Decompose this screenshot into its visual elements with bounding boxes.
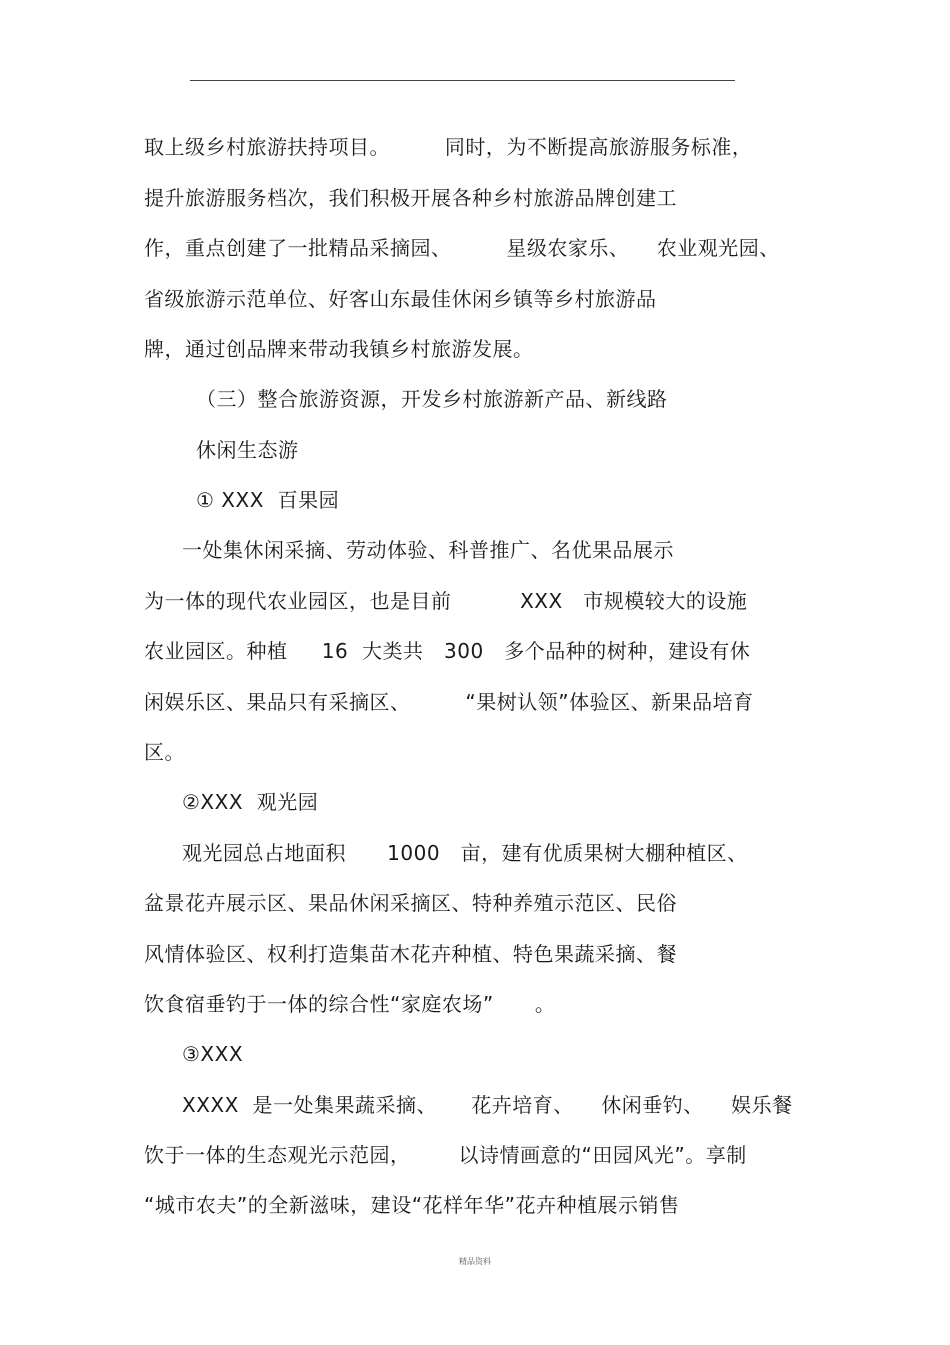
page-footer: 精品资料: [459, 1257, 491, 1266]
subheading: 休闲生态游: [196, 438, 299, 462]
text-line-15: 观光园总占地面积 1000 亩，建有优质果树大棚种植区、: [182, 841, 748, 865]
item-heading-3: ③XXX: [182, 1042, 244, 1066]
text-line-17: 风情体验区、权利打造集苗木花卉种植、特色果蔬采摘、餐: [144, 942, 677, 966]
text-line-13: 区。: [144, 740, 185, 764]
text-line-11: 农业园区。种植 16 大类共 300 多个品种的树种，建设有休: [144, 639, 751, 663]
text-line-9: 一处集休闲采摘、劳动体验、科普推广、名优果品展示: [182, 538, 674, 562]
text-line-2: 提升旅游服务档次，我们积极开展各种乡村旅游品牌创建工: [144, 186, 677, 210]
text-line-3: 作，重点创建了一批精品采摘园、 星级农家乐、 农业观光园、: [144, 236, 780, 260]
text-line-18: 饮食宿垂钓于一体的综合性“家庭农场” 。: [144, 992, 556, 1016]
header-rule: [190, 80, 735, 81]
item-heading-2: ②XXX 观光园: [182, 790, 319, 814]
text-line-20: XXXX 是一处集果蔬采摘、 花卉培育、 休闲垂钓、 娱乐餐: [182, 1093, 793, 1117]
text-line-12: 闲娱乐区、果品只有采摘区、 “果树认领”体验区、新果品培育: [144, 690, 754, 714]
text-line-22: “城市农夫”的全新滋味，建设“花样年华”花卉种植展示销售: [144, 1193, 680, 1217]
section-heading: （三）整合旅游资源，开发乡村旅游新产品、新线路: [196, 387, 668, 411]
text-line-16: 盆景花卉展示区、果品休闲采摘区、特种养殖示范区、民俗: [144, 891, 677, 915]
item-heading-1: ① XXX 百果园: [196, 488, 340, 512]
text-line-5: 牌，通过创品牌来带动我镇乡村旅游发展。: [144, 337, 534, 361]
text-line-4: 省级旅游示范单位、好客山东最佳休闲乡镇等乡村旅游品: [144, 287, 657, 311]
text-line-21: 饮于一体的生态观光示范园， 以诗情画意的“田园风光”。享制: [144, 1143, 747, 1167]
text-line-1: 取上级乡村旅游扶持项目。 同时，为不断提高旅游服务标准，: [144, 135, 753, 159]
text-line-10: 为一体的现代农业园区，也是目前 XXX 市规模较大的设施: [144, 589, 748, 613]
